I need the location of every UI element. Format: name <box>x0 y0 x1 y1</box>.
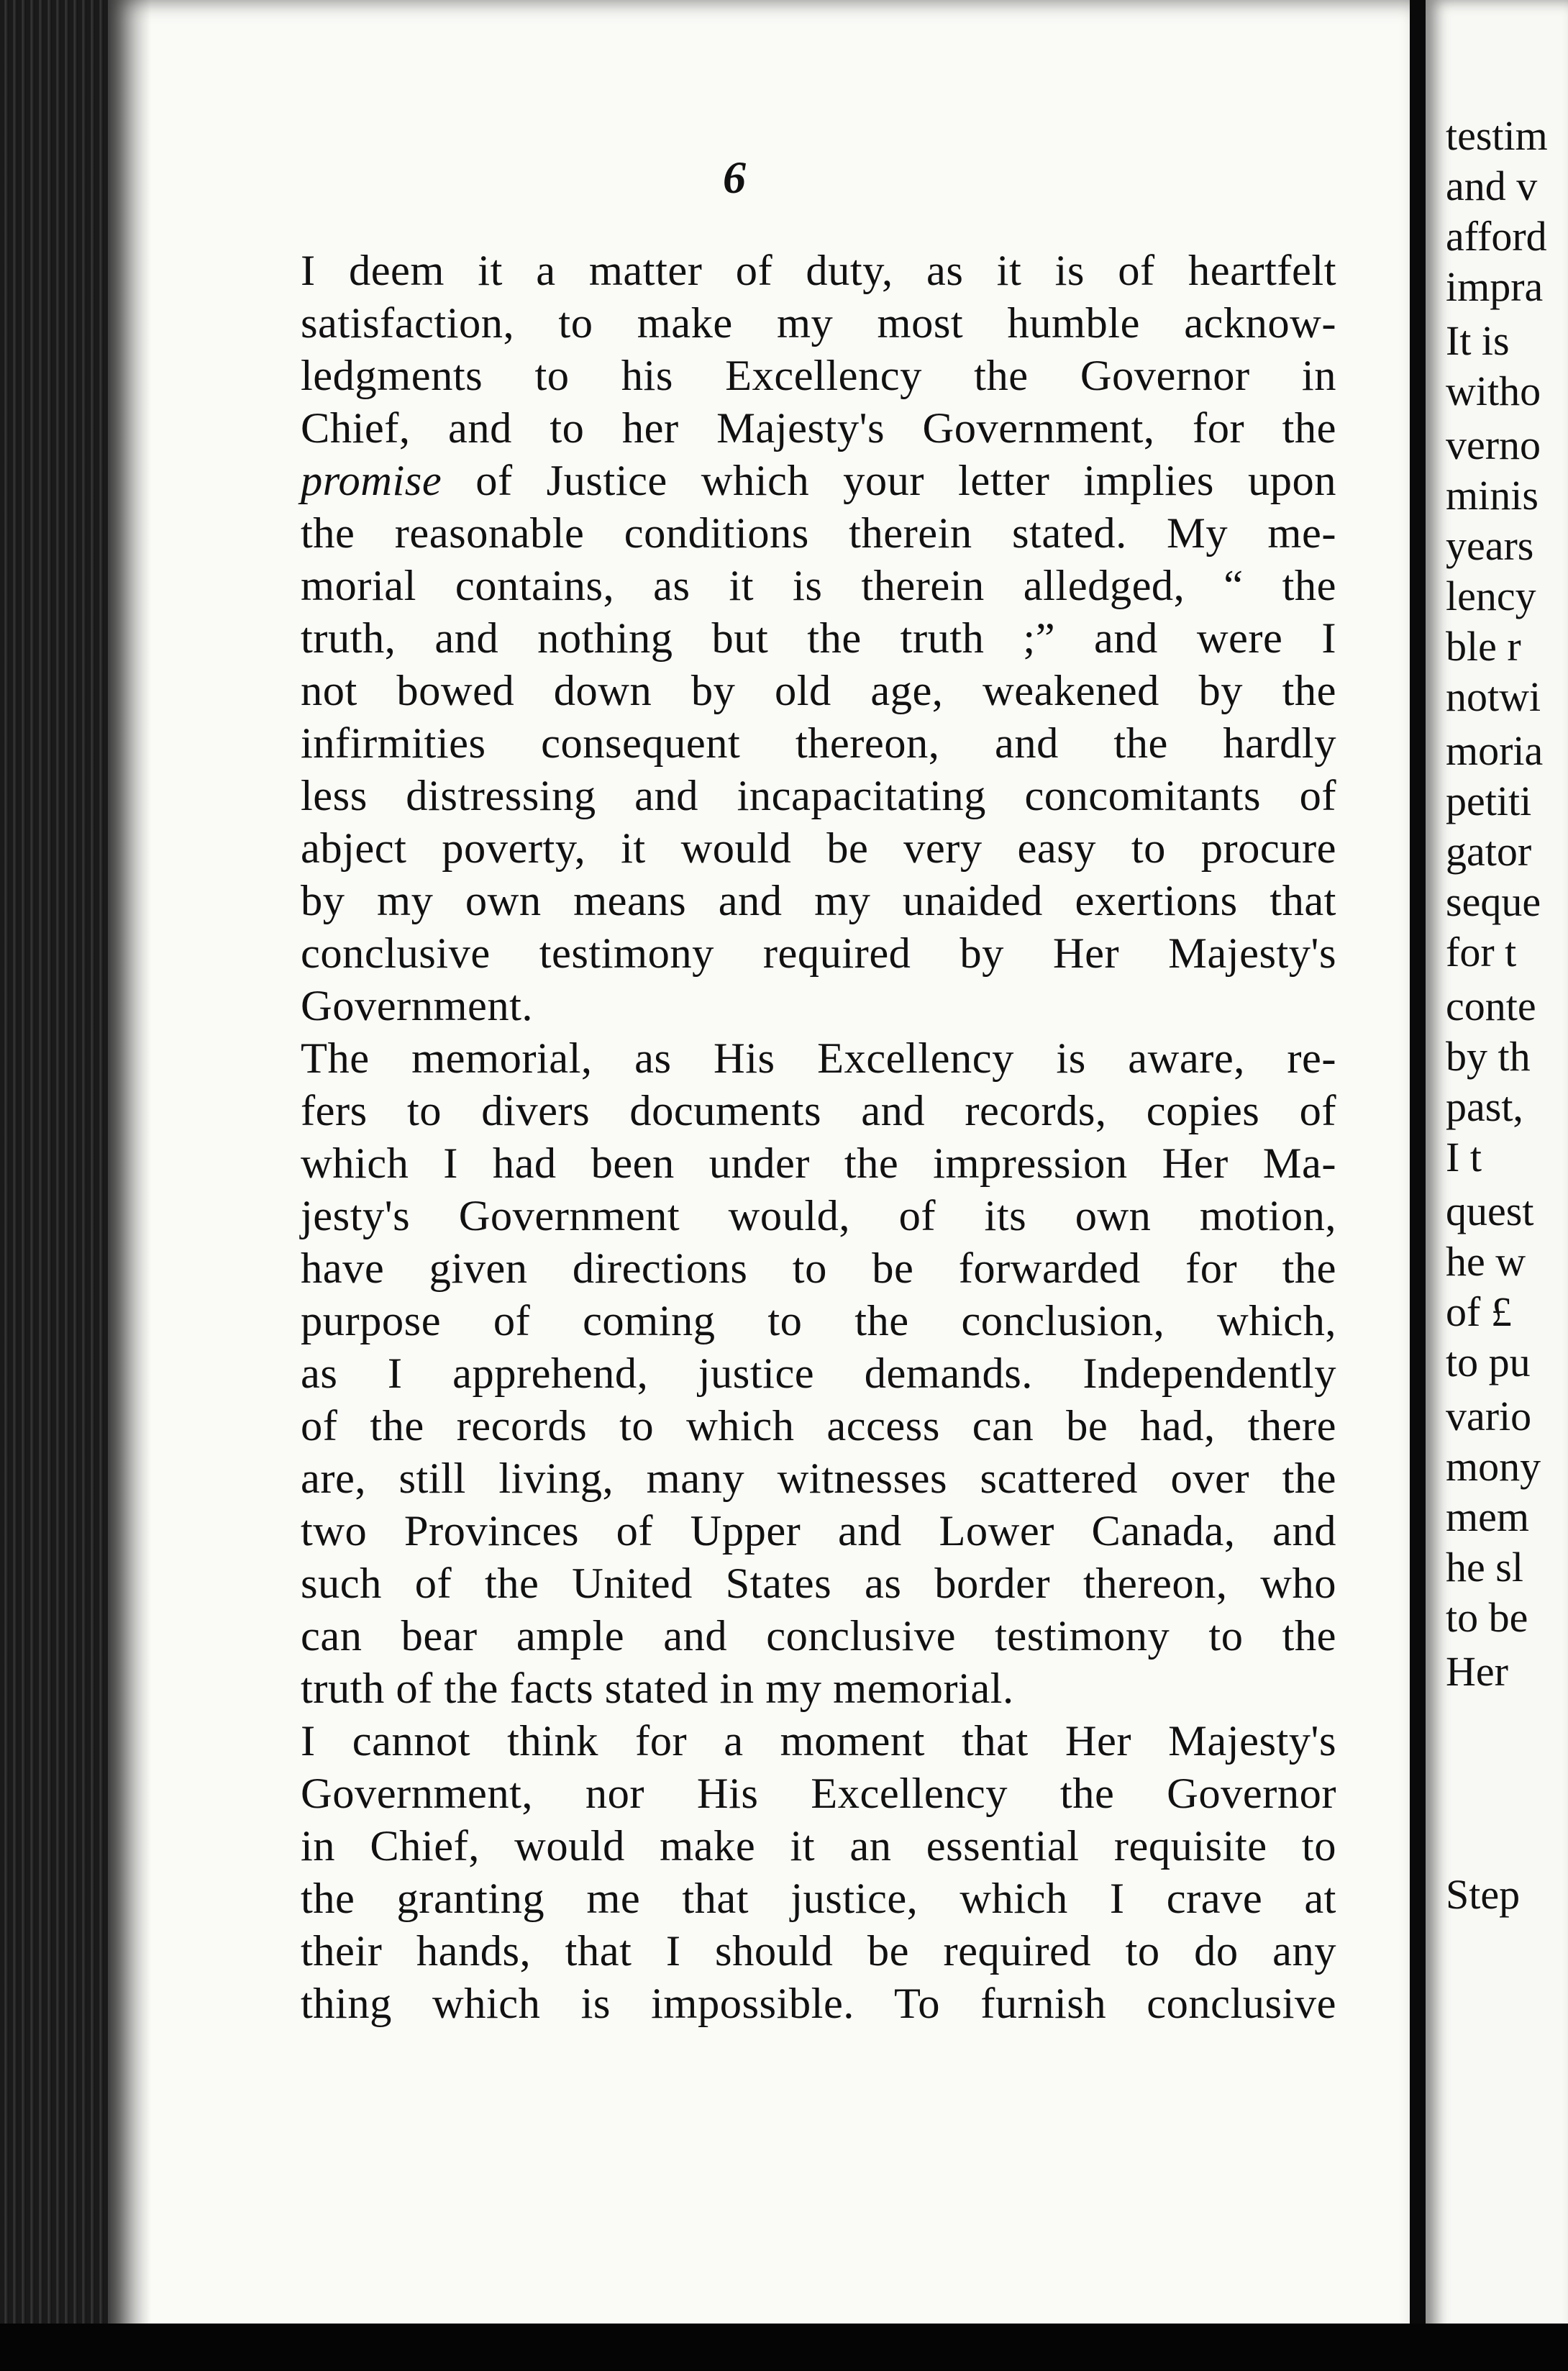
right-page-line: It is <box>1446 317 1510 364</box>
right-page-line: to pu <box>1446 1339 1531 1385</box>
book-binding-edge <box>0 0 108 2371</box>
text-line: truth, and nothing but the truth ;” and were I <box>301 614 1336 663</box>
paragraph-1 <box>236 245 1336 1032</box>
right-page-line: verno <box>1446 422 1541 468</box>
right-page-line: minis <box>1446 472 1539 519</box>
right-page-line: ble r <box>1446 623 1521 670</box>
text-line: which I had been under the impression Her Ma- <box>301 1139 1336 1188</box>
text-line: ledgments to his Excellency the Governor in <box>301 352 1336 400</box>
text-line: purpose of coming to the conclusion, which, <box>301 1297 1336 1345</box>
right-page-line: he sl <box>1446 1544 1523 1590</box>
right-page-line: seque <box>1446 878 1541 925</box>
text-line: infirmities consequent thereon, and the hardly <box>301 719 1336 768</box>
text-line: as I apprehend, justice demands. Independently <box>301 1350 1336 1398</box>
paragraph-3 <box>236 1715 1336 2030</box>
text-line: fers to divers documents and records, copies of <box>301 1087 1336 1135</box>
right-page-line: to be <box>1446 1594 1528 1641</box>
text-line: can bear ample and conclusive testimony to the <box>301 1612 1336 1660</box>
text-line: thing which is impossible. To furnish conclusive <box>301 1980 1336 2028</box>
text-line: have given directions to be forwarded for the <box>301 1244 1336 1293</box>
right-page-line: for t <box>1446 929 1517 975</box>
right-page-line: moria <box>1446 727 1544 774</box>
right-page-line: past, <box>1446 1083 1523 1130</box>
right-page-line: petiti <box>1446 778 1532 824</box>
right-page-line: impra <box>1446 263 1544 310</box>
right-page-line: afford <box>1446 213 1547 260</box>
paragraph-2 <box>236 1032 1336 1715</box>
text-line: two Provinces of Upper and Lower Canada, and <box>301 1507 1336 1555</box>
page-number: 6 <box>723 152 746 203</box>
right-page-line: testim <box>1446 112 1548 159</box>
right-page-line: conte <box>1446 983 1536 1029</box>
text-line: by my own means and my unaided exertions that <box>301 877 1336 925</box>
right-page-line: Her <box>1446 1648 1508 1695</box>
text-line: truth of the facts stated in my memorial. <box>301 1665 1014 1713</box>
right-page-line: mem <box>1446 1493 1529 1540</box>
right-page-line: mony <box>1446 1443 1541 1490</box>
text-line-with-italic <box>301 455 1336 507</box>
text-line: Government. <box>301 982 534 1030</box>
text-line: Chief, and to her Majesty's Government, for the <box>301 404 1336 452</box>
text-line: the granting me that justice, which I crave at <box>301 1875 1336 1923</box>
right-page-line: notwi <box>1446 673 1541 720</box>
text-line: I deem it a matter of duty, as it is of heartfelt <box>301 247 1336 295</box>
text-line: Government, nor His Excellency the Governor <box>301 1770 1336 1818</box>
right-page-line: lency <box>1446 573 1536 619</box>
italic-word: promise <box>301 457 442 505</box>
text-line: of the records to which access can be had, there <box>301 1402 1336 1450</box>
text-line: are, still living, many witnesses scattered over the <box>301 1455 1336 1503</box>
text-line: their hands, that I should be required to do any <box>301 1927 1336 1975</box>
right-page-line: he w <box>1446 1238 1526 1285</box>
text-line-rest: of Justice which your letter implies upon <box>442 457 1336 505</box>
right-page-line: of £ <box>1446 1288 1512 1335</box>
scan-bottom-edge <box>0 2324 1568 2371</box>
text-line: satisfaction, to make my most humble acknow- <box>301 299 1336 347</box>
right-page-line: I t <box>1446 1134 1482 1180</box>
text-line: I cannot think for a moment that Her Majesty's <box>301 1717 1336 1765</box>
page-edge-shadow <box>108 0 151 2371</box>
text-line: in Chief, would make it an essential requisite to <box>301 1822 1336 1870</box>
right-page-line: and v <box>1446 163 1538 209</box>
text-line: abject poverty, it would be very easy to procure <box>301 824 1336 873</box>
text-line: such of the United States as border thereon, who <box>301 1560 1336 1608</box>
right-page-line: vario <box>1446 1393 1532 1439</box>
text-line: morial contains, as it is therein alledged, “ the <box>301 562 1336 610</box>
text-line: not bowed down by old age, weakened by the <box>301 667 1336 715</box>
page-gutter <box>1410 0 1426 2371</box>
text-line: The memorial, as His Excellency is aware, re- <box>301 1034 1336 1083</box>
right-page-line: years <box>1446 522 1534 569</box>
text-line: jesty's Government would, of its own motion, <box>301 1192 1336 1240</box>
right-page-fragment <box>1426 0 1568 2371</box>
text-line: conclusive testimony required by Her Majesty's <box>301 929 1336 978</box>
body-text <box>236 245 1336 2030</box>
right-page-line: quest <box>1446 1188 1534 1234</box>
text-line: less distressing and incapacitating concomitants of <box>301 772 1336 820</box>
right-page-line: witho <box>1446 368 1541 414</box>
right-page-line: gator <box>1446 828 1532 875</box>
right-page-line: by th <box>1446 1033 1531 1080</box>
text-line: the reasonable conditions therein stated. My me- <box>301 509 1336 558</box>
right-page-line: Step <box>1446 1871 1521 1918</box>
